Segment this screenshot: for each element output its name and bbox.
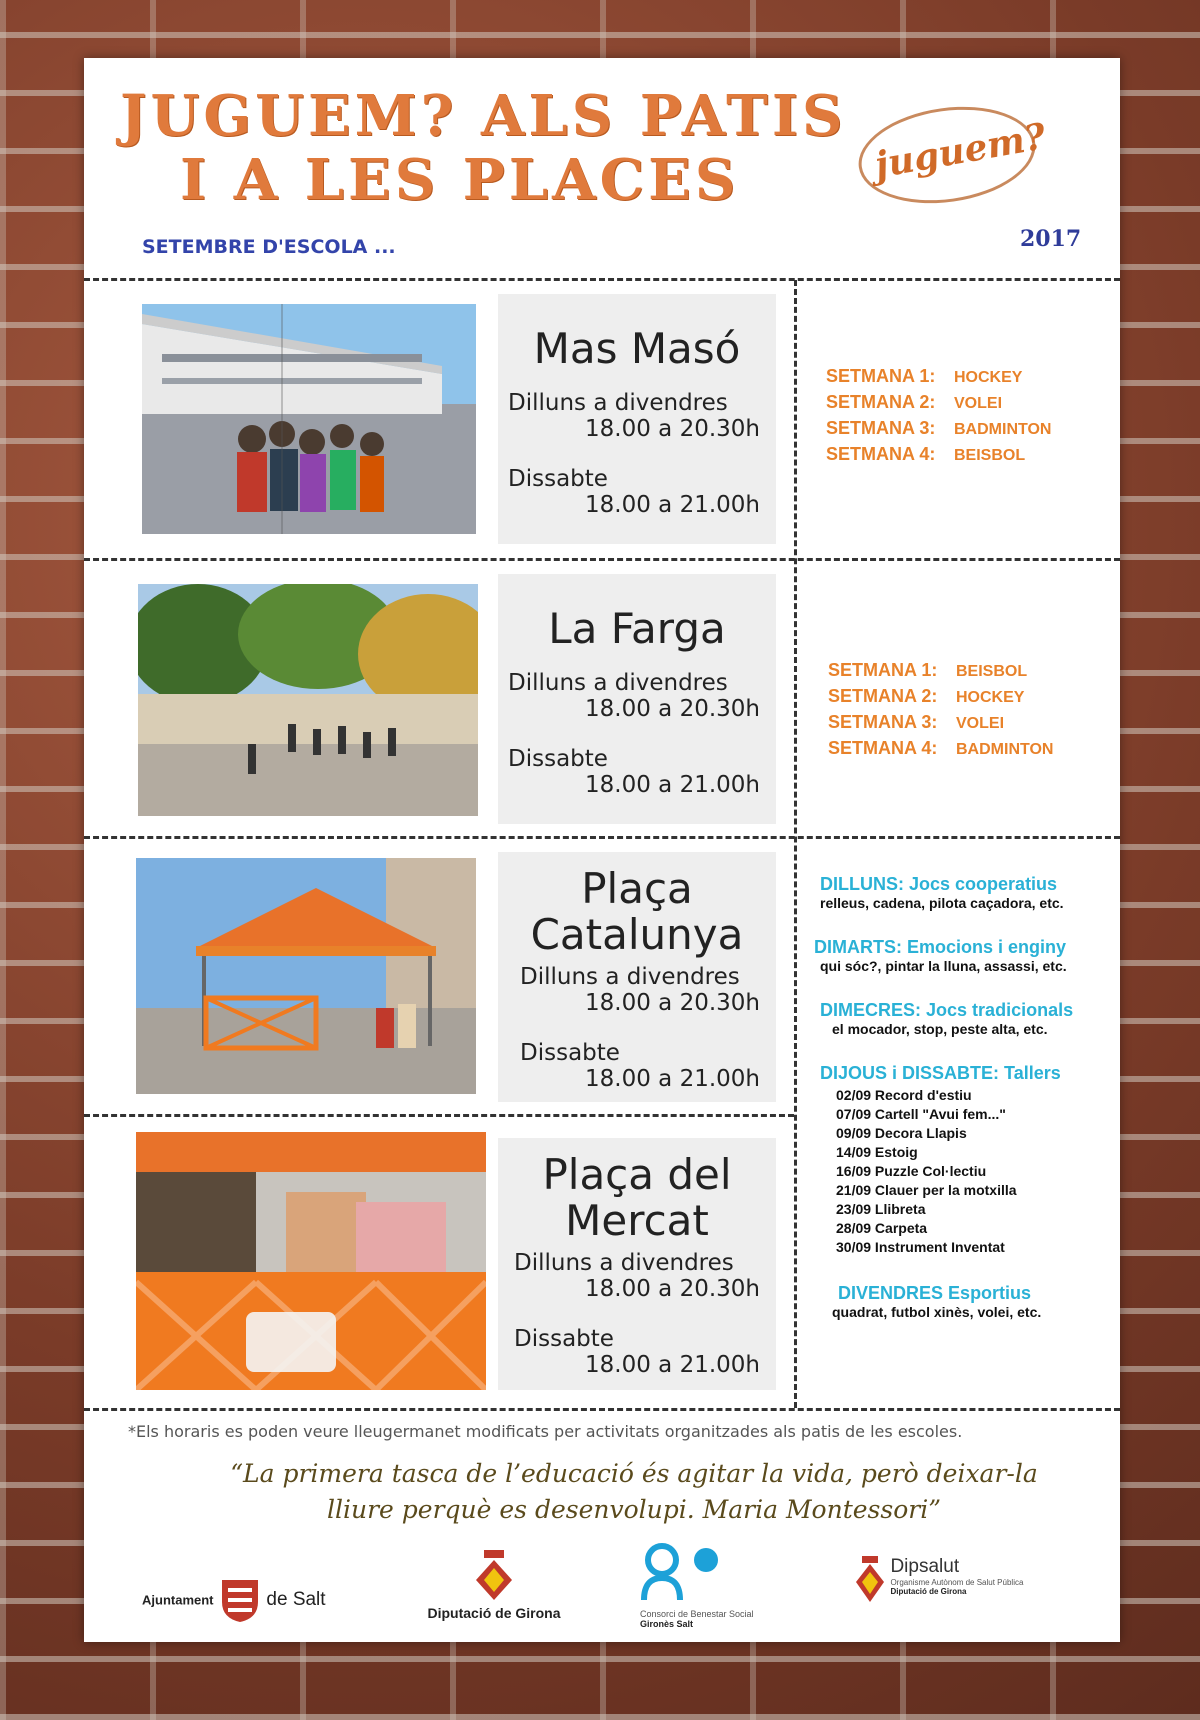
quote-line-2: lliure perquè es desenvolupi. Maria Montessori” [327,1495,941,1524]
list-item: 30/09 Instrument Inventat [836,1239,1005,1255]
weekday-time: 18.00 a 20.30h [585,416,760,442]
schedule-dilluns: DILLUNS: Jocs cooperatius relleus, cadena, pilota caçadora, etc. [820,874,1064,911]
weekday-label: Dilluns a divendres [508,670,728,696]
weekday-time: 18.00 a 20.30h [585,696,760,722]
list-item: 16/09 Puzzle Col·lectiu [836,1163,987,1179]
consorci-icon [640,1542,730,1604]
schedule-dimarts: DIMARTS: Emocions i enginy qui sóc?, pintar la lluna, assassi, etc. [814,937,1067,974]
week-row: SETMANA 1: HOCKEY [826,366,1023,386]
weekday-time: 18.00 a 20.30h [585,1276,760,1302]
schedule-dijous: DIJOUS i DISSABTE: Tallers [820,1063,1061,1083]
sponsor-logos [84,1542,1120,1638]
photo-placa-catalunya [136,858,476,1094]
tallers-list [808,1086,1108,1257]
list-item: 21/09 Clauer per la motxilla [836,1182,1017,1198]
juguem-logo [854,100,1049,210]
location-card-la-farga [498,574,776,824]
location-name: Plaça del Mercat [542,1150,732,1245]
saturday-label: Dissabte [514,1326,614,1352]
saturday-label: Dissabte [508,466,608,492]
divider [84,836,1120,839]
photo-la-farga [138,584,478,816]
saturday-time: 18.00 a 21.00h [585,1066,760,1092]
poster [84,58,1120,1642]
week-row: SETMANA 4: BADMINTON [828,738,1054,758]
schedule-divendres: DIVENDRES Esportius quadrat, futbol xinès, volei, etc. [832,1283,1042,1320]
location-name: Mas Masó [533,324,741,373]
week-row: SETMANA 2: HOCKEY [828,686,1025,706]
logo-dipsalut: Dipsalut Organisme Autònom de Salut Pública Diputació de Girona [854,1556,1023,1604]
saturday-time: 18.00 a 21.00h [585,492,760,518]
year: 2017 [1020,226,1082,252]
girona-shield-icon [474,1550,514,1600]
vertical-divider [794,280,797,1408]
location-card-mas-maso [498,294,776,544]
logo-word: juguem? [871,115,1049,187]
weekday-label: Dilluns a divendres [508,390,728,416]
dipsalut-shield-icon [854,1556,886,1604]
salt-shield-icon [218,1576,262,1624]
photo-mas-maso [142,304,476,534]
logo-ajuntament-salt: Ajuntament de Salt [142,1576,326,1624]
saturday-time: 18.00 a 21.00h [585,1352,760,1378]
schedule-dimecres: DIMECRES: Jocs tradicionals el mocador, stop, peste alta, etc. [820,1000,1074,1037]
location-card-placa-mercat [498,1138,776,1390]
location-name: La Farga [548,604,726,653]
list-item: 09/09 Decora Llapis [836,1125,967,1141]
subtitle: SETEMBRE D'ESCOLA ... [142,236,396,258]
photo-placa-mercat [136,1132,486,1390]
week-row: SETMANA 4: BEISBOL [826,444,1026,464]
divider [84,558,1120,561]
weekly-schedule [808,874,1108,1320]
weekday-label: Dilluns a divendres [520,964,740,990]
weeks-mas-maso [826,364,1051,468]
week-row: SETMANA 2: VOLEI [826,392,1003,412]
saturday-label: Dissabte [508,746,608,772]
list-item: 02/09 Record d'estiu [836,1087,972,1103]
weekday-label: Dilluns a divendres [514,1250,734,1276]
logo-consorci-benestar: Consorci de Benestar Social Gironès Salt [640,1542,780,1629]
weekday-time: 18.00 a 20.30h [585,990,760,1016]
divider [84,1114,794,1117]
title-line-1: JUGUEM? ALS PATIS [120,83,847,149]
list-item: 07/09 Cartell "Avui fem..." [836,1106,1006,1122]
divider [84,278,1120,281]
list-item: 14/09 Estoig [836,1144,918,1160]
week-row: SETMANA 3: VOLEI [828,712,1005,732]
list-item: 28/09 Carpeta [836,1220,928,1236]
quote-line-1: “La primera tasca de l’educació és agitar la vida, però deixar-la [230,1459,1038,1488]
weeks-la-farga [828,658,1053,762]
saturday-time: 18.00 a 21.00h [585,772,760,798]
poster-title [120,84,846,212]
location-name: Plaça Catalunya [530,864,744,959]
week-row: SETMANA 1: BEISBOL [828,660,1028,680]
saturday-label: Dissabte [520,1040,620,1066]
divider [84,1408,1120,1411]
list-item: 23/09 Llibreta [836,1201,926,1217]
location-card-placa-catalunya [498,852,776,1102]
logo-diputacio-girona: Diputació de Girona [414,1550,574,1621]
title-line-2: I A LES PLACES [180,147,740,213]
footnote: *Els horaris es poden veure lleugermanet modificats per activitats organitzades als patis de les escoles. [128,1422,963,1441]
week-row: SETMANA 3: BADMINTON [826,418,1052,438]
quote [224,1456,1044,1528]
